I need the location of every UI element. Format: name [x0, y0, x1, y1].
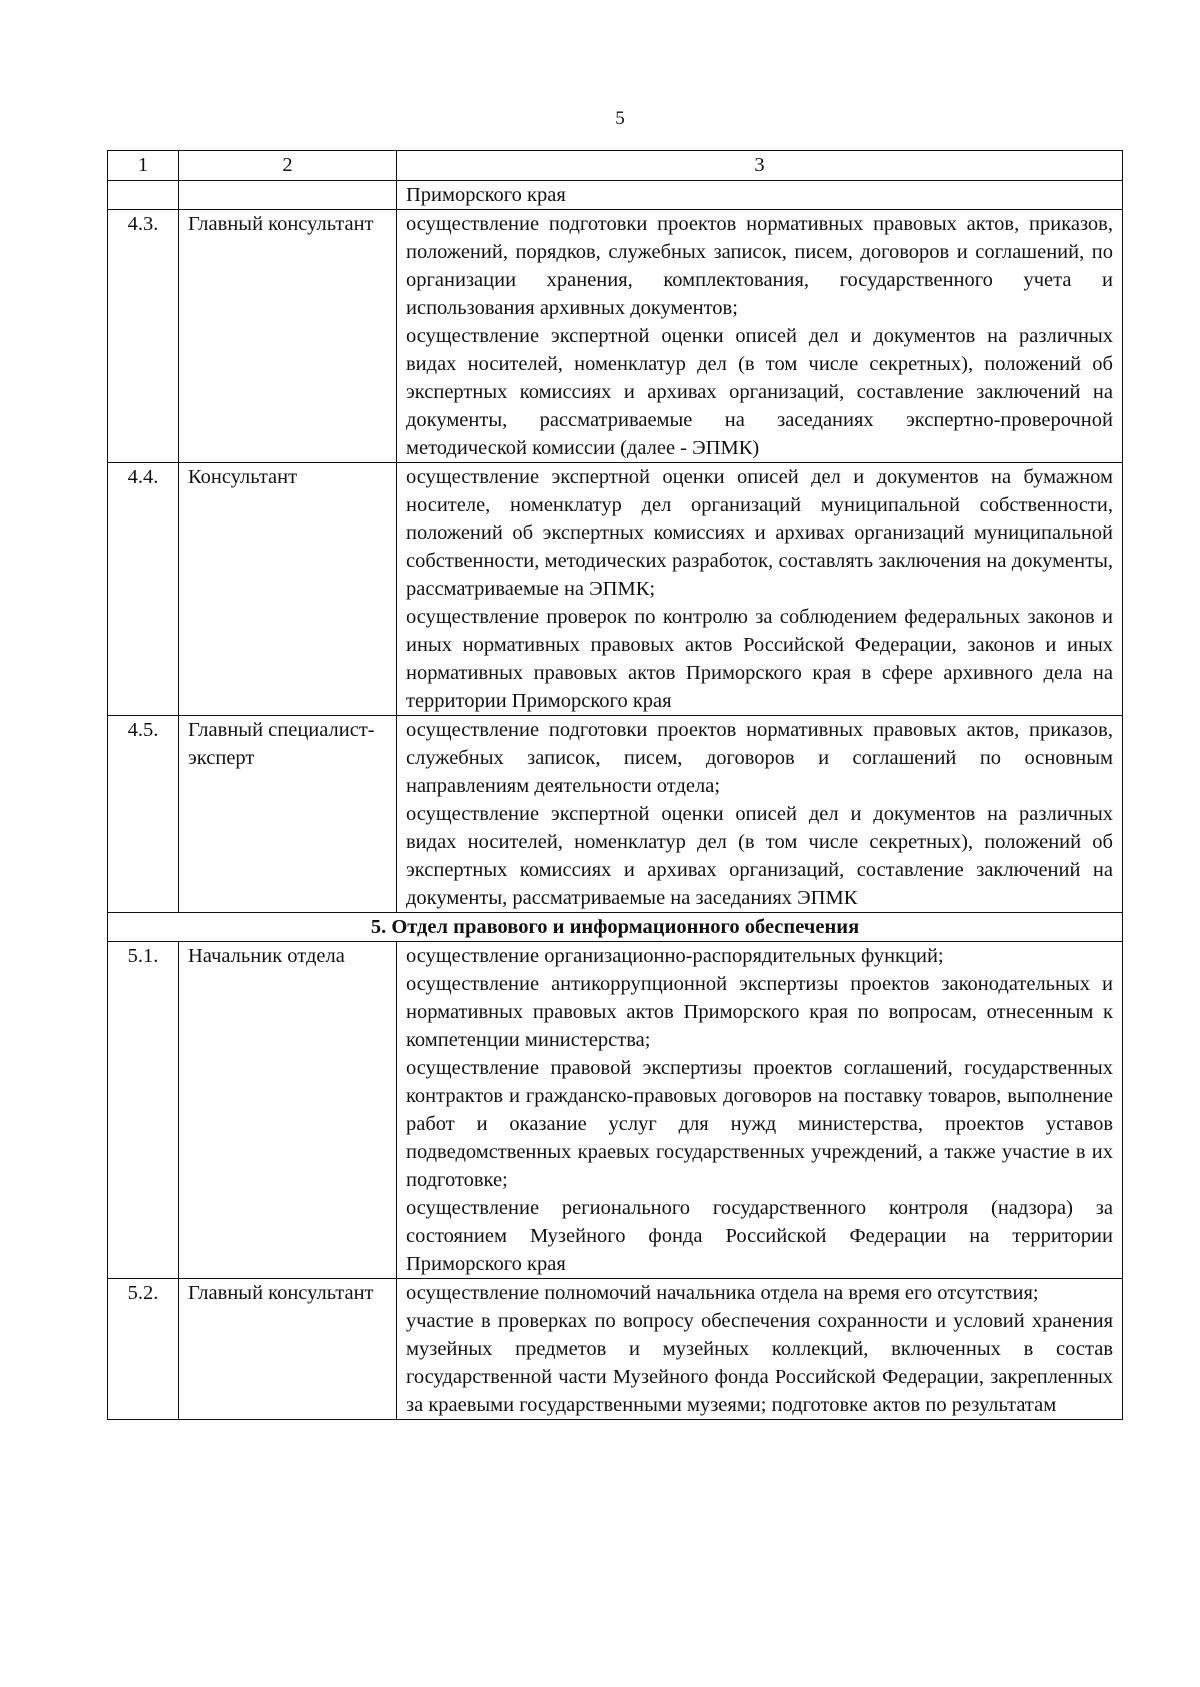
- duty-paragraph: осуществление организационно-распорядительных функций;: [406, 945, 944, 967]
- cell-num: 4.5.: [108, 716, 179, 913]
- cell-duties: [397, 463, 1123, 716]
- header-col-2: 2: [179, 151, 397, 181]
- section-header-row: [108, 913, 1123, 942]
- cell-position: Консультант: [179, 463, 397, 716]
- cell-position: Главный специалист-эксперт: [179, 716, 397, 913]
- cell-duties: [397, 210, 1123, 463]
- cell-position: Главный консультант: [179, 1279, 397, 1420]
- cell-num: 4.3.: [108, 210, 179, 463]
- table-row: [108, 1279, 1123, 1420]
- duty-paragraph: участие в проверках по вопросу обеспечения сохранности и условий хранения музейных предметов и музейных коллекций, включенных в состав государственной части Музейного фонда Российской Федерации, закрепленных за краевыми государственными музеями; подготовке актов по результатам: [406, 1310, 1113, 1416]
- duties-table: [107, 150, 1123, 1420]
- cell-duties: [397, 716, 1123, 913]
- table-row: [108, 716, 1123, 913]
- duty-paragraph: осуществление полномочий начальника отдела на время его отсутствия;: [406, 1282, 1039, 1304]
- table-header-row: [108, 151, 1123, 181]
- cell-num: 5.1.: [108, 942, 179, 1279]
- page-number: 5: [615, 108, 625, 129]
- duty-paragraph: осуществление антикоррупционной экспертизы проектов законодательных и нормативных правовых актов Приморского края по вопросам, отнесенным к компетенции министерства;: [406, 973, 1113, 1051]
- section-title: 5. Отдел правового и информационного обеспечения: [108, 913, 1123, 942]
- duty-paragraph: осуществление подготовки проектов нормативных правовых актов, приказов, положений, порядков, служебных записок, писем, договоров и соглашений, по организации хранения, комплектования, государственного учета и использования архивных документов;: [406, 213, 1113, 319]
- cell-position: Начальник отдела: [179, 942, 397, 1279]
- table-row: [108, 942, 1123, 1279]
- duty-paragraph: осуществление экспертной оценки описей дел и документов на различных видах носителей, номенклатур дел (в том числе секретных), положений об экспертных комиссиях и архивах организаций, составление заключений на документы, рассматриваемые на заседаниях экспертно-проверочной методической комиссии (далее - ЭПМК): [406, 325, 1113, 459]
- header-col-1: 1: [108, 151, 179, 181]
- cell-position: [179, 181, 397, 210]
- continuation-row: [108, 181, 1123, 210]
- table-row: [108, 463, 1123, 716]
- duty-paragraph: осуществление проверок по контролю за соблюдением федеральных законов и иных нормативных правовых актов Российской Федерации, законов и иных нормативных правовых актов Приморского края в сфере архивного дела на территории Приморского края: [406, 606, 1113, 712]
- cell-duties: Приморского края: [397, 181, 1123, 210]
- table-row: [108, 210, 1123, 463]
- duty-paragraph: осуществление экспертной оценки описей дел и документов на различных видах носителей, номенклатур дел (в том числе секретных), положений об экспертных комиссиях и архивах организаций, составление заключений на документы, рассматриваемые на заседаниях ЭПМК: [406, 803, 1113, 909]
- header-col-3: 3: [397, 151, 1123, 181]
- duty-paragraph: осуществление экспертной оценки описей дел и документов на бумажном носителе, номенклатур дел организаций муниципальной собственности, положений об экспертных комиссиях и архивах организаций муниципальной собственности, методических разработок, составлять заключения на документы, рассматриваемые на ЭПМК;: [406, 466, 1113, 600]
- cell-num: 5.2.: [108, 1279, 179, 1420]
- duty-paragraph: осуществление правовой экспертизы проектов соглашений, государственных контрактов и гражданско-правовых договоров на поставку товаров, выполнение работ и оказание услуг для нужд министерства, проектов уставов подведомственных краевых государственных учреждений, а также участие в их подготовке;: [406, 1057, 1113, 1191]
- cell-num: [108, 181, 179, 210]
- cell-duties: [397, 1279, 1123, 1420]
- cell-num: 4.4.: [108, 463, 179, 716]
- duty-paragraph: осуществление регионального государственного контроля (надзора) за состоянием Музейного фонда Российской Федерации на территории Приморского края: [406, 1197, 1113, 1275]
- cell-position: Главный консультант: [179, 210, 397, 463]
- duty-paragraph: осуществление подготовки проектов нормативных правовых актов, приказов, служебных записок, писем, договоров и соглашений по основным направлениям деятельности отдела;: [406, 719, 1113, 797]
- cell-duties: [397, 942, 1123, 1279]
